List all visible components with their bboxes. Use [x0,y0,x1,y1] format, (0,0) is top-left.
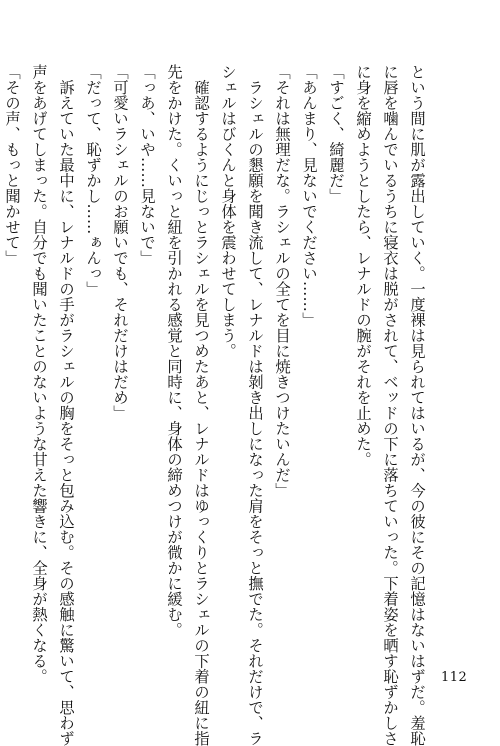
text-line: 「その声、もっと聞かせて」 [3,64,21,266]
text-line: 確認するようにじっとラシェルを見つめたあと、レナルドはゆっくりとラシェルの下着の紐に指 [192,64,210,746]
text-line: 声をあげてしまった。自分でも聞いたことのないような甘えた響きに、全身が熱くなる。 [30,64,48,684]
page-number: 112 [441,670,468,685]
text-line: に身を縮めようとしたら、レナルドの腕がそれを止めた。 [354,64,372,467]
text-line: 「可愛いラシェルのお願いでも、それだけはだめ」 [111,64,129,421]
text-line: 訴えていた最中に、レナルドの手がラシェルの胸をそっと包み込む。その感触に驚いて、思わず [57,64,75,746]
text-line: 「だって、恥ずかし……ぁんっ」 [84,64,102,297]
text-line: ラシェルの懇願を聞き流して、レナルドは剝き出しになった肩をそっと撫でた。それだけで、ラ [246,64,264,746]
text-line: 先をかけた。くいっと紐を引かれる感覚と同時に、身体の締めつけが微かに緩む。 [165,64,183,638]
text-line: 「あんまり、見ないでください……」 [300,64,318,328]
text-line: に唇を噛んでいるうちに寝衣は脱がされて、ベッドの下に落ちていった。下着姿を晒す恥ずかしさ [381,64,399,746]
text-line: 「っあ、いや……見ないで」 [138,64,156,266]
text-line: 「それは無理だな。ラシェルの全てを目に焼きつけたいんだ」 [273,64,291,498]
text-line: 「すごく、綺麗だ」 [327,64,345,204]
text-line: シェルはびくんと身体を震わせてしまう。 [219,64,237,359]
vertical-body-text [0,64,430,746]
text-line: という間に肌が露出していく。一度裸は見られてはいるが、今の彼にその記憶はないはずだ。羞恥 [408,64,426,746]
